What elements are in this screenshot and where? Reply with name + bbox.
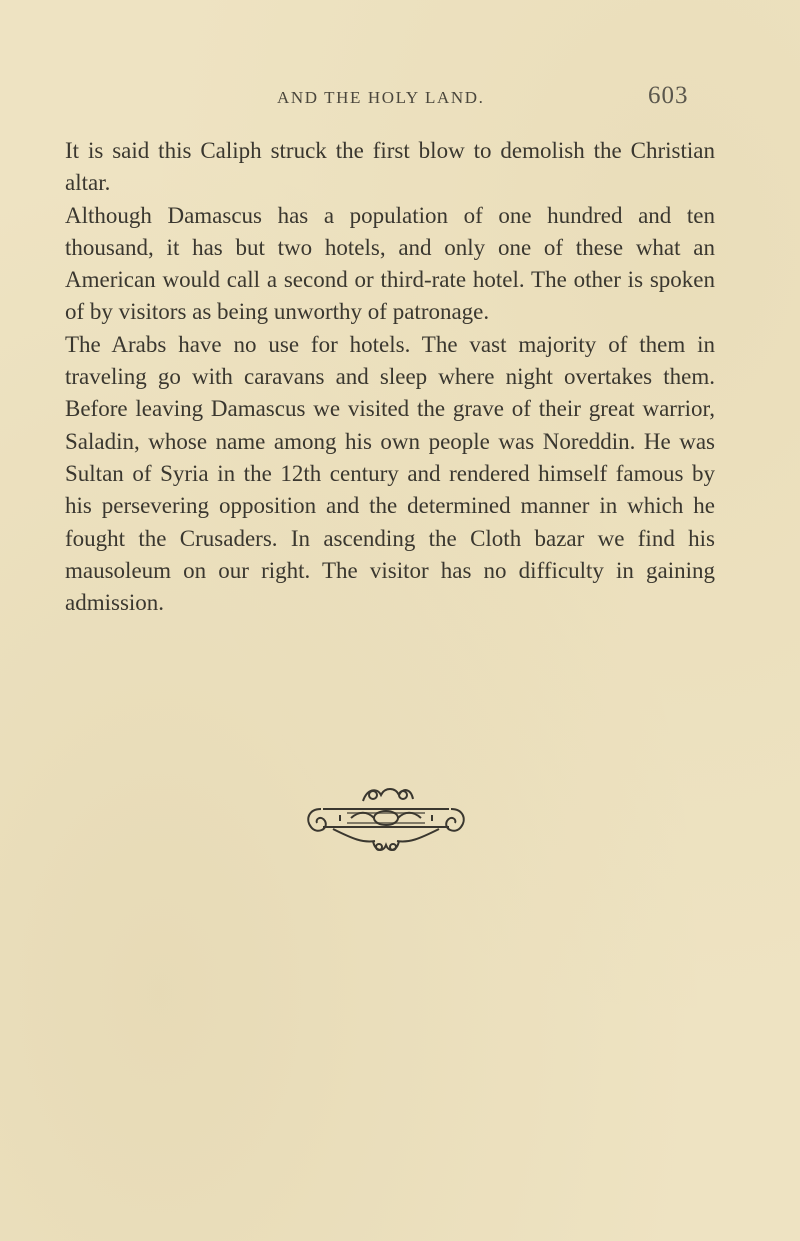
body-text xyxy=(65,135,715,619)
paragraph: The Arabs have no use for hotels. The vast majority of them in traveling go with caravans and sleep where night overtakes them. Before leaving Damascus we visited the grave of their great warrior, Saladin, whose name among his own people was Noreddin. He was Sultan of Syria in the 12th century and rendered himself famous by his persevering opposition and the determined manner in which he fought the Crusaders. In ascending the Cloth bazar we find his mausoleum on our right. The visitor has no difficulty in gaining admission. xyxy=(65,331,715,616)
page-number: 603 xyxy=(648,82,689,109)
paragraph: Although Damascus has a population of one hundred and ten thousand, it has but two hotels, and only one of these what an American would call a second or third-rate hotel. The other is spoken of by visitors as being unworthy of patronage. xyxy=(65,202,715,325)
running-head: AND THE HOLY LAND. xyxy=(277,88,485,107)
paragraph: It is said this Caliph struck the first blow to demolish the Christian altar. xyxy=(65,138,715,196)
tailpiece-ornament-icon xyxy=(303,783,469,855)
